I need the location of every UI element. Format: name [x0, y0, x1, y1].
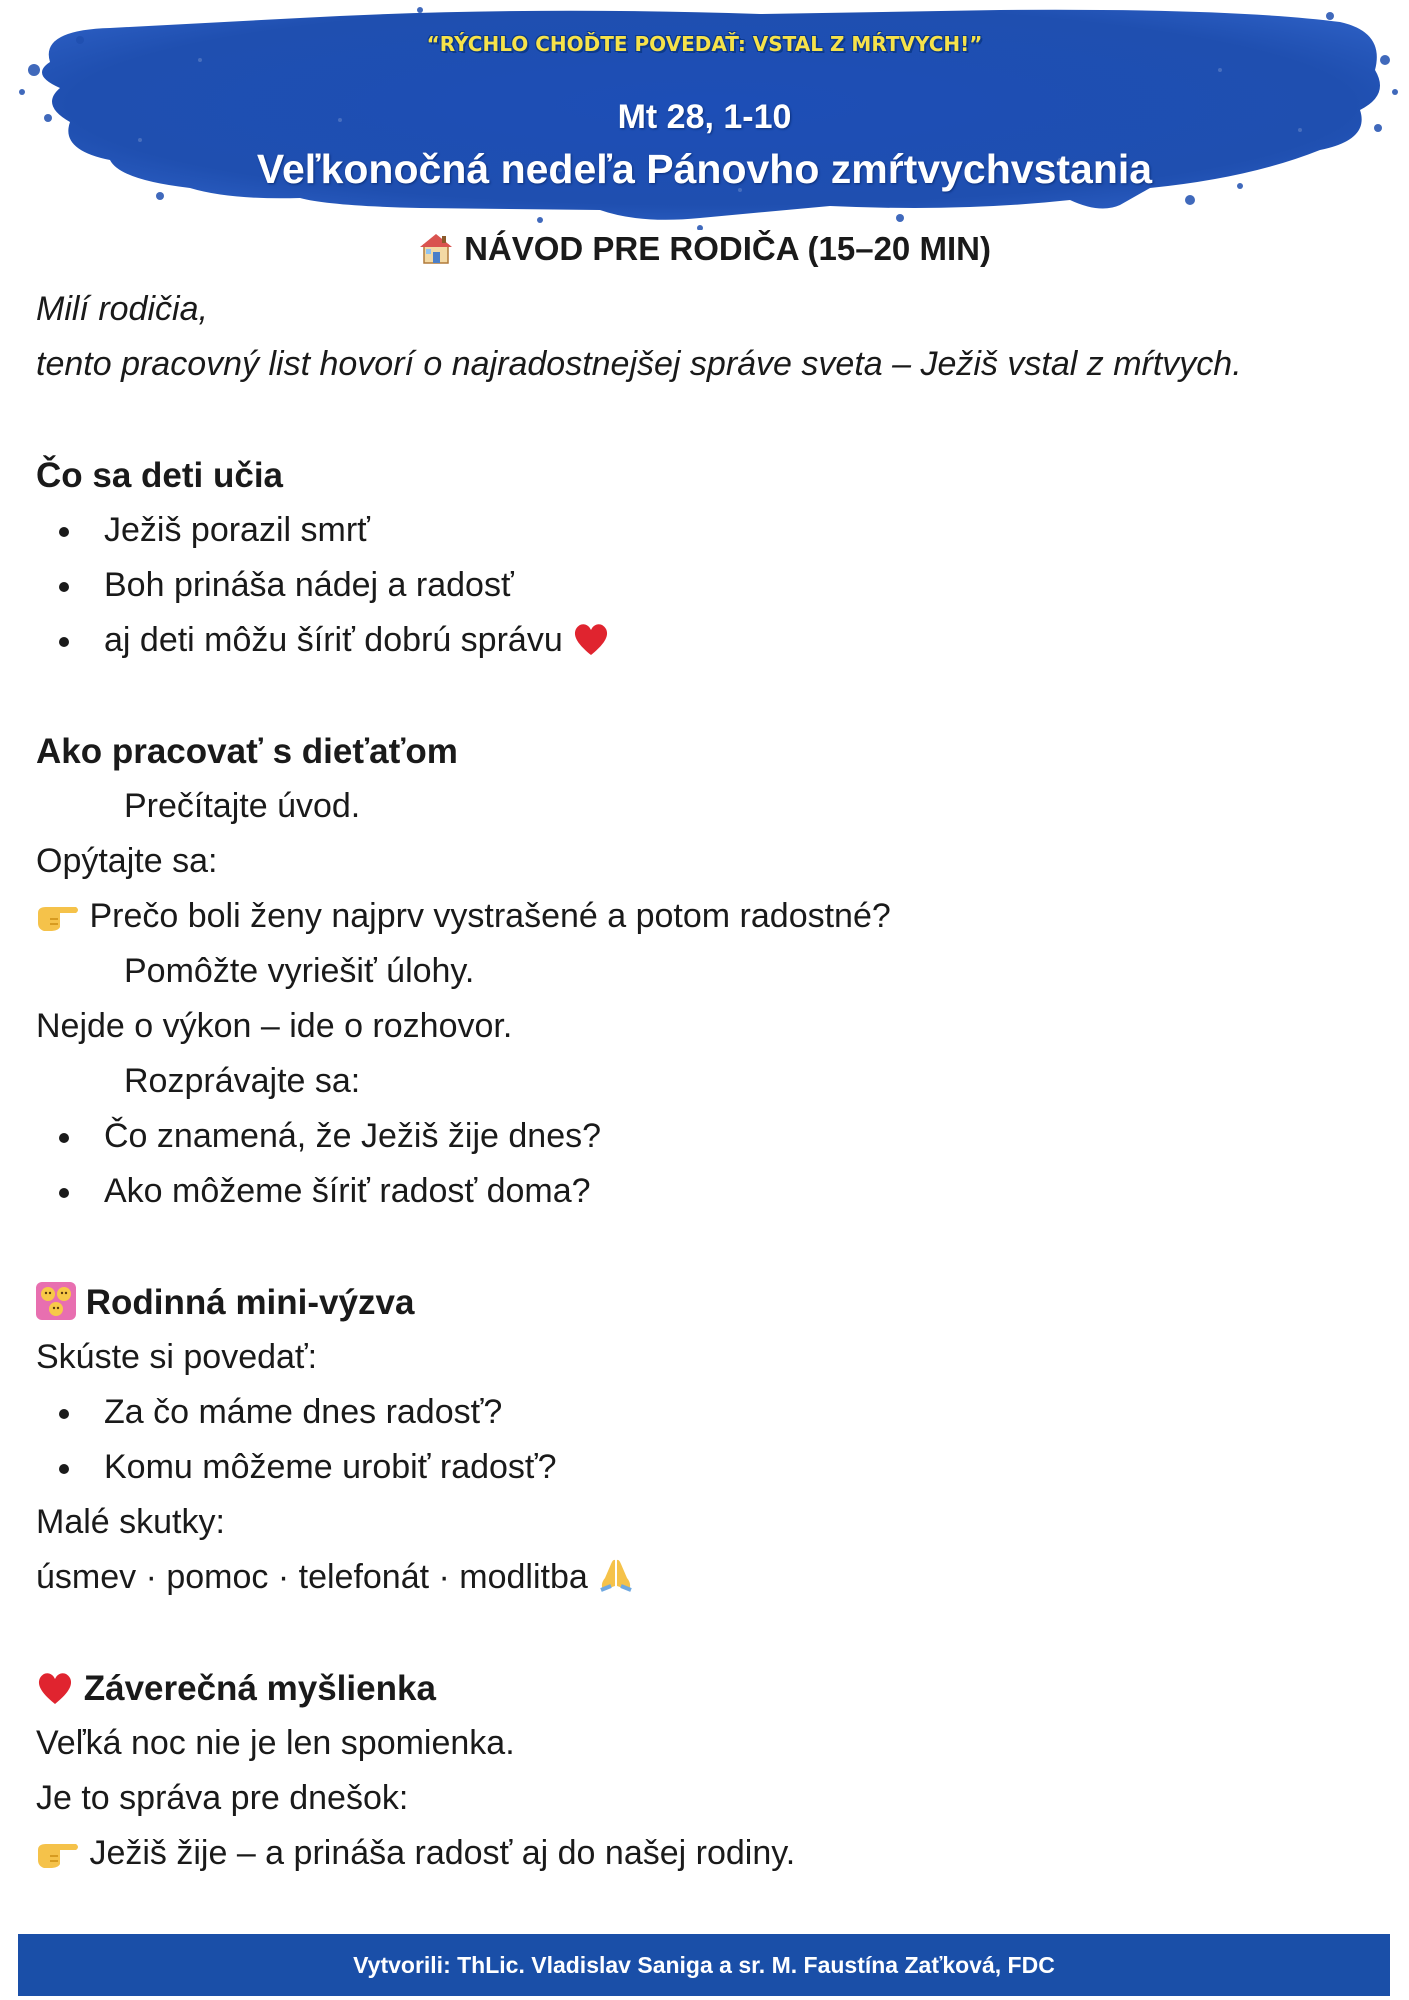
learn-heading: Čo sa deti učia [36, 456, 284, 495]
closing-heading [36, 1661, 1376, 1716]
closing-line-2: Je to správa pre dnešok: [36, 1779, 409, 1817]
list-item: Za čo máme dnes radosť? [36, 1385, 1376, 1440]
challenge-prompt: Skúste si povedať: [36, 1338, 318, 1376]
guide-label: NÁVOD PRE RODIČA (15–20 MIN) [464, 230, 991, 267]
work-ask-label: Opýtajte sa: [36, 842, 218, 880]
house-icon [418, 231, 454, 265]
pointing-hand-icon [36, 1836, 80, 1870]
list-item-text: aj deti môžu šíriť dobrú správu [104, 621, 563, 659]
praying-hands-icon [597, 1556, 635, 1594]
list-item: Komu môžeme urobiť radosť? [36, 1440, 1376, 1495]
work-question-text: Prečo boli ženy najprv vystrašené a potom radostné? [89, 897, 891, 935]
list-item: Boh prináša nádej a radosť [36, 558, 1376, 613]
list-item [36, 613, 1376, 668]
work-question [36, 889, 1376, 944]
work-note: Nejde o výkon – ide o rozhovor. [36, 1007, 513, 1045]
list-item: Ježiš porazil smrť [36, 503, 1376, 558]
deeds-list [36, 1550, 1376, 1605]
family-icon [36, 1282, 76, 1320]
challenge-heading [36, 1275, 1376, 1330]
footer-text: Vytvorili: ThLic. Vladislav Saniga a sr. M. Faustína Zaťková, FDC [353, 1952, 1055, 1978]
challenge-heading-text: Rodinná mini-výzva [85, 1283, 415, 1322]
deeds-label: Malé skutky: [36, 1503, 225, 1541]
page-subtitle: Veľkonočná nedeľa Pánovho zmŕtvychvstania [256, 146, 1153, 192]
intro-greeting: Milí rodičia, [36, 290, 208, 328]
intro-text: tento pracovný list hovorí o najradostnejšej správe sveta – Ježiš vstal z mŕtvych. [36, 345, 1242, 383]
work-heading: Ako pracovať s dieťaťom [36, 732, 458, 771]
list-item: Ako môžeme šíriť radosť doma? [36, 1164, 1376, 1219]
closing-line-1: Veľká noc nie je len spomienka. [36, 1724, 515, 1762]
header-banner [0, 0, 1409, 230]
pointing-hand-icon [36, 899, 80, 933]
closing-heading-text: Záverečná myšlienka [83, 1669, 436, 1708]
list-item: Čo znamená, že Ježiš žije dnes? [36, 1109, 1376, 1164]
guide-heading [0, 230, 1409, 268]
footer-credits [18, 1934, 1390, 1996]
work-step-3: Rozprávajte sa: [124, 1062, 361, 1100]
red-heart-icon [572, 621, 610, 657]
work-step-2: Pomôžte vyriešiť úlohy. [124, 952, 475, 990]
closing-line-3-text: Ježiš žije – a prináša radosť aj do našej rodiny. [89, 1834, 796, 1872]
main-content [36, 282, 1376, 1881]
closing-line-3 [36, 1826, 1376, 1881]
work-step-1: Prečítajte úvod. [124, 787, 361, 825]
red-heart-icon [36, 1670, 74, 1706]
deeds-text: úsmev · pomoc · telefonát · modlitba [36, 1558, 588, 1596]
page-title: “RÝCHLO CHOĎTE POVEDAŤ: VSTAL Z MŔTVYCH!” [426, 32, 983, 56]
bible-reference: Mt 28, 1-10 [617, 98, 792, 136]
